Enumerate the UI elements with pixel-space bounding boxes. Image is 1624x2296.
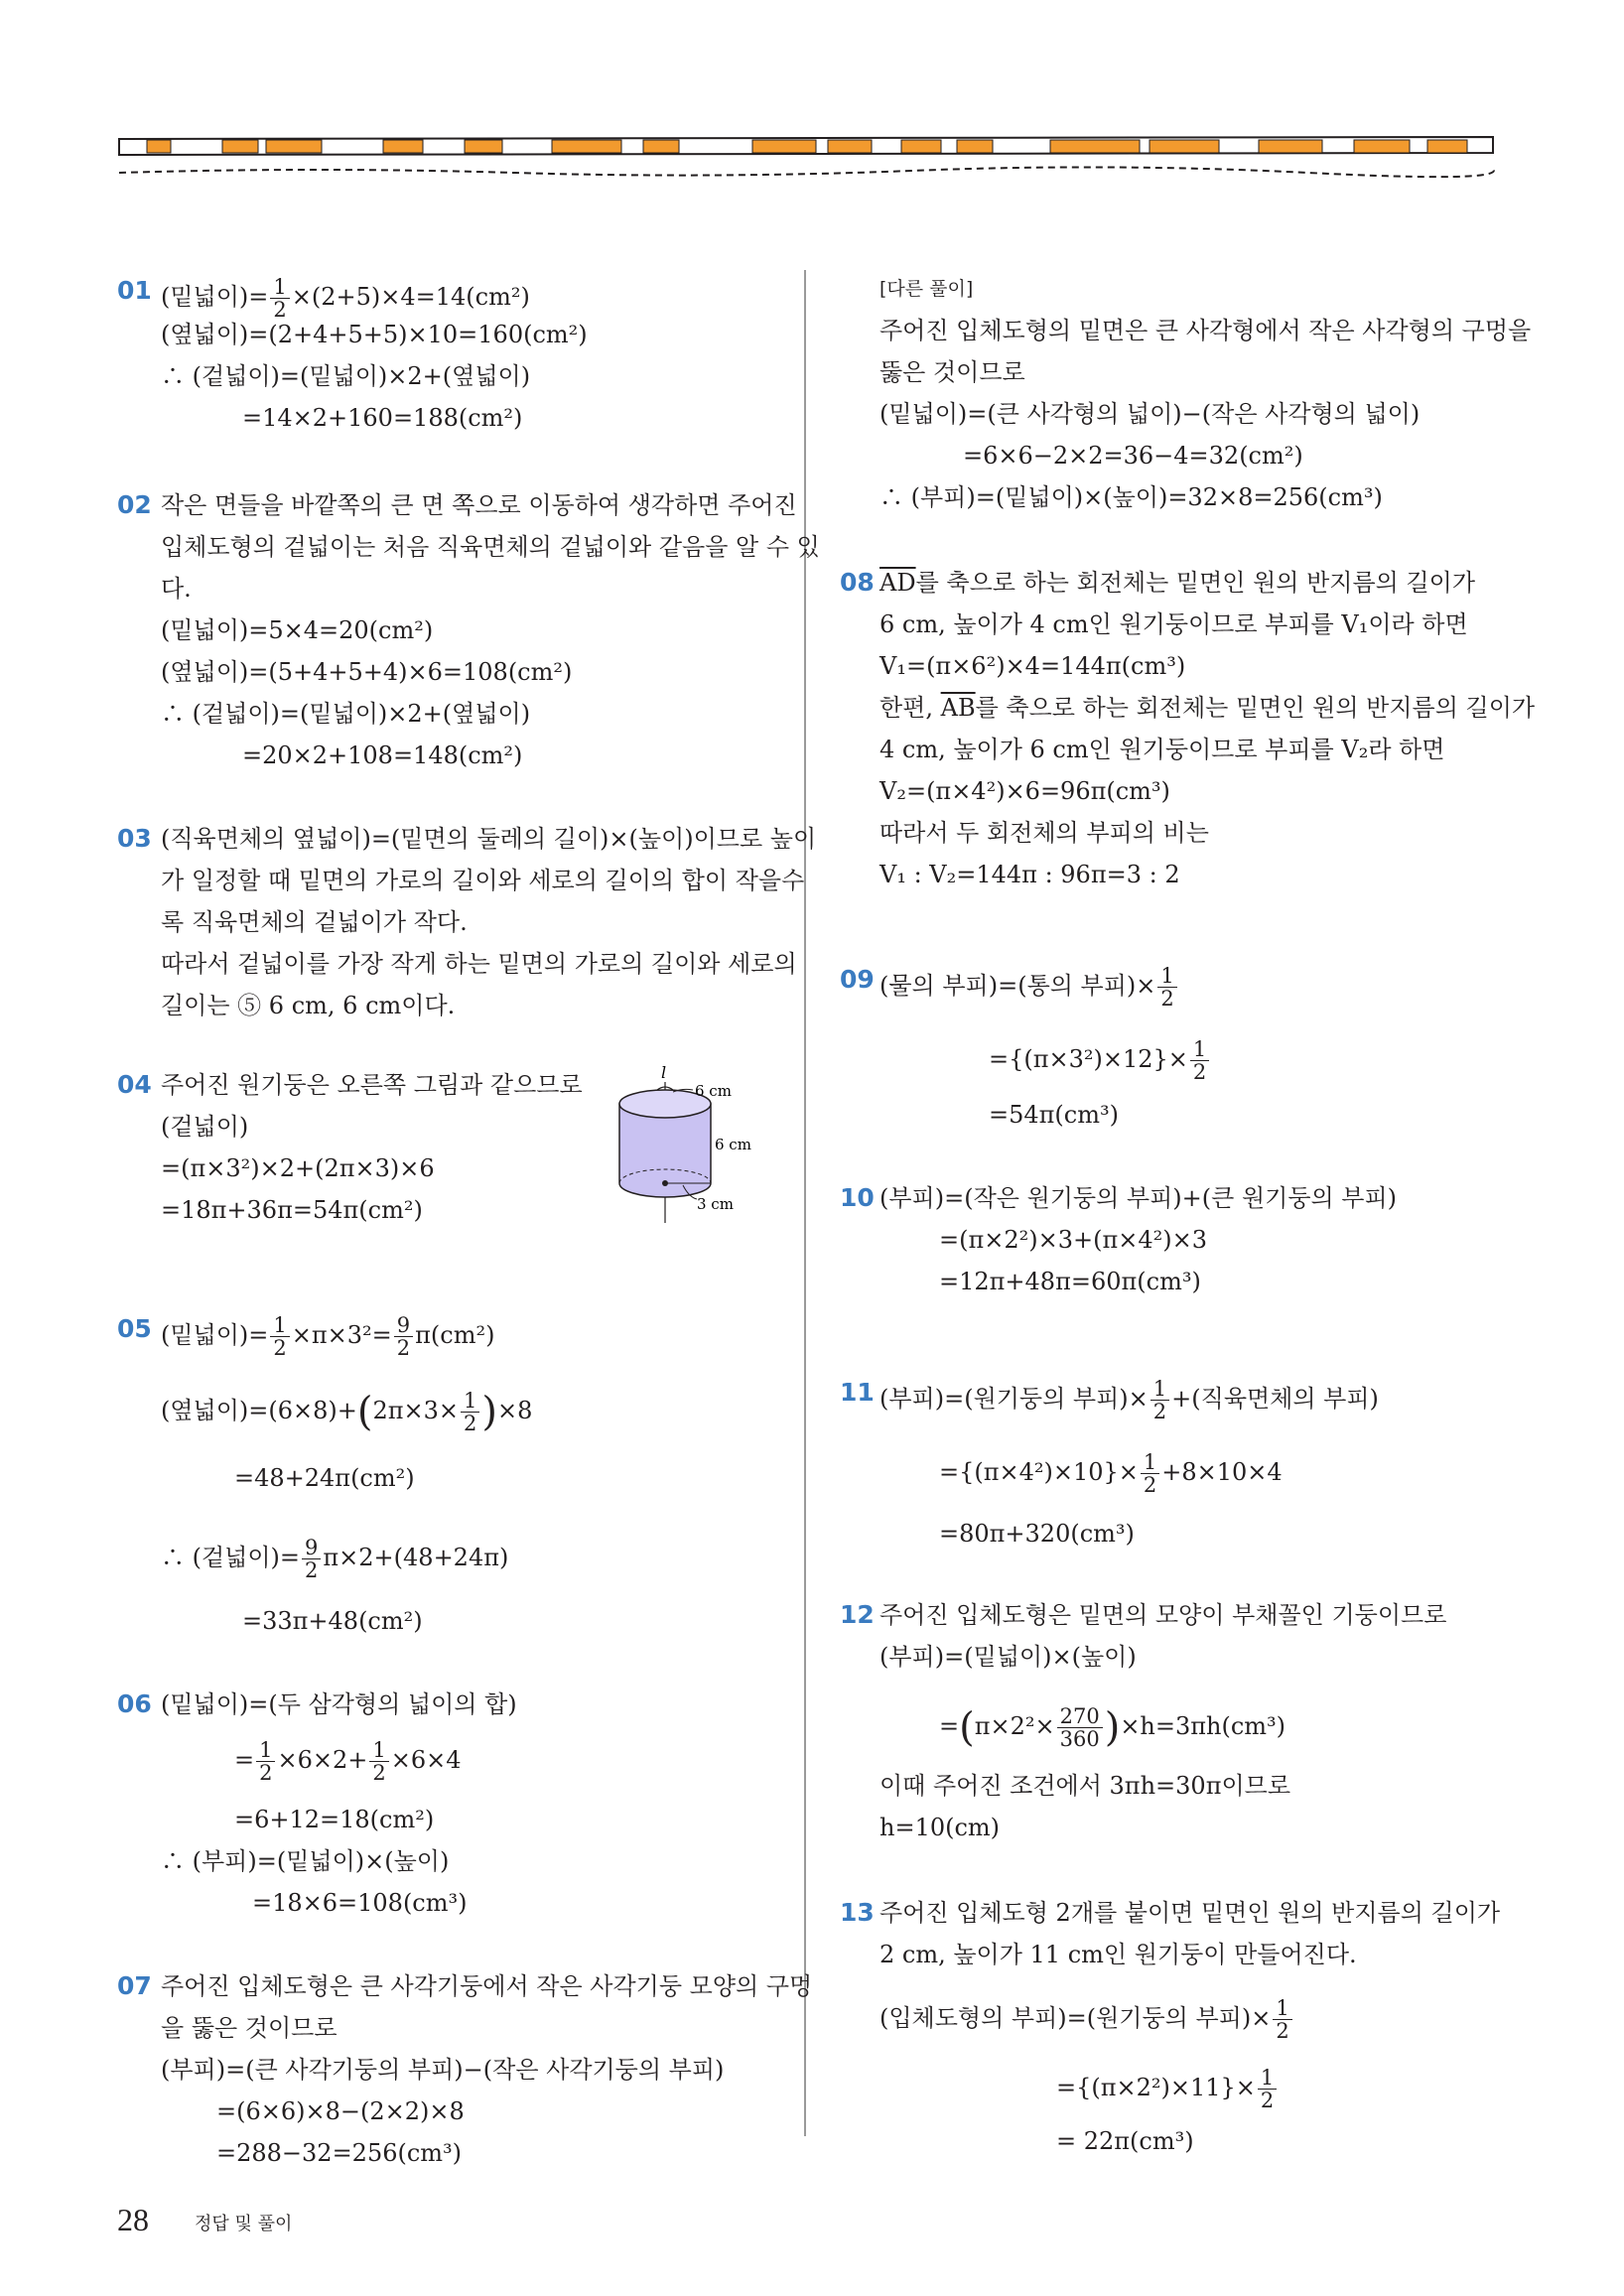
fraction: $\frac{1}{2}$ — [369, 1739, 388, 1784]
solution-line: =(π×3²)×2+(2π×3)×6 — [161, 1154, 435, 1182]
solution-line: 주어진 입체도형은 밑면의 모양이 부채꼴인 기둥이므로 — [880, 1601, 1447, 1629]
fraction: $\frac{1}{2}$ — [270, 1314, 289, 1359]
solution-line: 6 cm, 높이가 4 cm인 원기둥이므로 부피를 V₁이라 하면 — [880, 610, 1468, 638]
fraction: $\frac{270}{360}$ — [1057, 1705, 1103, 1750]
solution-line: =18×6=108(cm³) — [252, 1889, 468, 1917]
solution-line: (밑넓이)= $\frac{1}{2}$ ×π×3²= $\frac{9}{2}$ π(cm²) — [161, 1313, 495, 1360]
solution-line: =14×2+160=188(cm²) — [242, 404, 523, 432]
solution-line: ∴ (부피)=(밑넓이)×(높이) — [161, 1847, 450, 1875]
problem-number: 07 — [117, 1971, 152, 2000]
solution-line: =12π+48π=60π(cm³) — [939, 1268, 1201, 1295]
alt-label: [다른 풀이] — [880, 278, 974, 300]
problem-number: 08 — [840, 568, 875, 597]
solution-line: ∴ (부피)=(밑넓이)×(높이)=32×8=256(cm³) — [880, 483, 1383, 511]
solution-line: (겉넓이) — [161, 1113, 249, 1141]
problem-number: 10 — [840, 1183, 875, 1212]
solution-line: =20×2+108=148(cm²) — [242, 742, 523, 769]
solution-line: 2 cm, 높이가 11 cm인 원기둥이 만들어진다. — [880, 1941, 1357, 1968]
solution-line: =288−32=256(cm³) — [216, 2139, 463, 2167]
fraction: $\frac{1}{2}$ — [1150, 1378, 1169, 1422]
solution-line: =(6×6)×8−(2×2)×8 — [216, 2097, 465, 2125]
fraction: $\frac{1}{2}$ — [1273, 1997, 1291, 2042]
solution-line: (부피)=(원기둥의 부피)× $\frac{1}{2}$ +(직육면체의 부피) — [880, 1377, 1379, 1423]
solution-line: (밑넓이)= $\frac{1}{2}$ ×(2+5)×4=14(cm²) — [161, 275, 530, 322]
solution-line: ={(π×4²)×10}× $\frac{1}{2}$ +8×10×4 — [939, 1450, 1283, 1497]
solution-line: (옆넓이)=(2+4+5+5)×10=160(cm²) — [161, 321, 588, 348]
solution-line: 주어진 입체도형 2개를 붙이면 밑면인 원의 반지름의 길이가 — [880, 1899, 1501, 1927]
solution-line: (밑넓이)=(큰 사각형의 넓이)−(작은 사각형의 넓이) — [880, 400, 1421, 428]
solution-line: ∴ (겉넓이)= $\frac{9}{2}$ π×2+(48+24π) — [161, 1536, 509, 1582]
solution-line: 다. — [161, 575, 192, 603]
solution-line: h=10(cm) — [880, 1814, 1001, 1841]
solution-line: (물의 부피)=(통의 부피)× $\frac{1}{2}$ — [880, 965, 1179, 1010]
solution-line: =6+12=18(cm²) — [234, 1806, 435, 1833]
radius-label: 3 cm — [697, 1195, 734, 1213]
problem-number: 05 — [117, 1314, 152, 1343]
solution-line: 입체도형의 겉넓이는 처음 직육면체의 겉넓이와 같음을 알 수 있 — [161, 533, 820, 561]
fraction: $\frac{1}{2}$ — [1141, 1451, 1159, 1496]
solution-line: (부피)=(밑넓이)×(높이) — [880, 1643, 1137, 1671]
solution-line: 따라서 겉넓이를 가장 작게 하는 밑면의 가로의 길이와 세로의 — [161, 950, 797, 978]
problem-number: 03 — [117, 824, 152, 853]
problem-number: 02 — [117, 490, 152, 519]
solution-line: V₁=(π×6²)×4=144π(cm³) — [880, 652, 1186, 680]
solution-line: ={(π×2²)×11}× $\frac{1}{2}$ — [1056, 2067, 1279, 2111]
solution-line: ={(π×3²)×12}× $\frac{1}{2}$ — [989, 1038, 1211, 1083]
solution-line: =80π+320(cm³) — [939, 1520, 1135, 1548]
solution-line: =48+24π(cm²) — [234, 1464, 415, 1492]
height-label: 6 cm — [715, 1136, 751, 1153]
solution-line: =18π+36π=54π(cm²) — [161, 1196, 423, 1224]
solution-line: 4 cm, 높이가 6 cm인 원기둥이므로 부피를 V₂라 하면 — [880, 736, 1445, 763]
fraction: $\frac{9}{2}$ — [302, 1537, 321, 1581]
solution-line: (직육면체의 옆넓이)=(밑면의 둘레의 길이)×(높이)이므로 높이 — [161, 825, 817, 853]
top-length-label: 6 cm — [695, 1082, 732, 1100]
solution-line: (옆넓이)=(6×8)+(2π×3× $\frac{1}{2}$ )×8 — [161, 1389, 533, 1435]
problem-number: 06 — [117, 1689, 152, 1718]
solution-line: (부피)=(큰 사각기둥의 부피)−(작은 사각기둥의 부피) — [161, 2056, 725, 2084]
solution-line: (밑넓이)=5×4=20(cm²) — [161, 616, 434, 644]
fraction: $\frac{1}{2}$ — [270, 276, 289, 321]
solution-line: =33π+48(cm²) — [242, 1607, 423, 1635]
solution-line: 주어진 원기둥은 오른쪽 그림과 같으므로 — [161, 1071, 583, 1099]
solution-line: 이때 주어진 조건에서 3πh=30π이므로 — [880, 1772, 1291, 1800]
fraction: $\frac{1}{2}$ — [1258, 2067, 1277, 2111]
problem-number: 13 — [840, 1898, 875, 1927]
axis-label: l — [661, 1064, 667, 1082]
solution-line: V₂=(π×4²)×6=96π(cm³) — [880, 777, 1170, 805]
page-number: 28 — [117, 2202, 149, 2237]
fraction: $\frac{1}{2}$ — [461, 1390, 479, 1434]
problem-number: 09 — [840, 965, 875, 994]
fraction: $\frac{1}{2}$ — [1190, 1038, 1209, 1083]
solution-line: 록 직육면체의 겉넓이가 작다. — [161, 908, 468, 936]
solution-line: V₁ : V₂=144π : 96π=3 : 2 — [880, 861, 1180, 888]
solution-line: (부피)=(작은 원기둥의 부피)+(큰 원기둥의 부피) — [880, 1184, 1398, 1212]
solution-line: 길이는 ⑤ 6 cm, 6 cm이다. — [161, 992, 456, 1019]
solution-line: 따라서 두 회전체의 부피의 비는 — [880, 819, 1209, 847]
solution-line: 주어진 입체도형의 밑면은 큰 사각형에서 작은 사각형의 구멍을 — [880, 317, 1532, 344]
solution-line: 가 일정할 때 밑면의 가로의 길이와 세로의 길이의 합이 작을수 — [161, 867, 805, 894]
problem-number: 04 — [117, 1070, 152, 1099]
solution-line: ∴ (겉넓이)=(밑넓이)×2+(옆넓이) — [161, 362, 531, 390]
solution-line: 뚫은 것이므로 — [880, 358, 1025, 386]
fraction: $\frac{1}{2}$ — [256, 1739, 275, 1784]
solution-line: 주어진 입체도형은 큰 사각기둥에서 작은 사각기둥 모양의 구멍 — [161, 1972, 813, 2000]
header-band — [117, 129, 1495, 189]
solution-line: (옆넓이)=(5+4+5+4)×6=108(cm²) — [161, 658, 573, 686]
solution-line: 한편, $\overline{AB}$를 축으로 하는 회전체는 밑면인 원의 반지름의 길이가 — [880, 694, 1536, 722]
problem-number: 01 — [117, 276, 152, 305]
problem-number: 12 — [840, 1600, 875, 1629]
solution-line: ∴ (겉넓이)=(밑넓이)×2+(옆넓이) — [161, 700, 531, 728]
solution-line: (입체도형의 부피)=(원기둥의 부피)× $\frac{1}{2}$ — [880, 1997, 1294, 2042]
fraction: $\frac{1}{2}$ — [1157, 965, 1176, 1010]
solution-line: =6×6−2×2=36−4=32(cm²) — [963, 442, 1303, 470]
solution-line: (밑넓이)=(두 삼각형의 넓이의 합) — [161, 1690, 517, 1718]
solution-line: = 22π(cm³) — [1056, 2127, 1194, 2155]
fraction: $\frac{9}{2}$ — [394, 1314, 413, 1359]
solution-line: =54π(cm³) — [989, 1101, 1119, 1129]
solution-line: =(π×2²)×3+(π×4²)×3 — [939, 1226, 1207, 1254]
footer-label: 정답 및 풀이 — [195, 2214, 293, 2234]
cylinder-figure — [613, 1064, 752, 1233]
problem-number: 11 — [840, 1378, 875, 1407]
solution-line: = $\frac{1}{2}$ ×6×2+ $\frac{1}{2}$ ×6×4 — [234, 1738, 462, 1785]
solution-line: 을 뚫은 것이므로 — [161, 2014, 338, 2042]
solution-line: 작은 면들을 바깥쪽의 큰 면 쪽으로 이동하여 생각하면 주어진 — [161, 491, 797, 519]
solution-line: $\overline{AD}$를 축으로 하는 회전체는 밑면인 원의 반지름의 길이가 — [880, 569, 1476, 597]
solution-line: =(π×2²× $\frac{270}{360}$ )×h=3πh(cm³) — [939, 1704, 1286, 1751]
